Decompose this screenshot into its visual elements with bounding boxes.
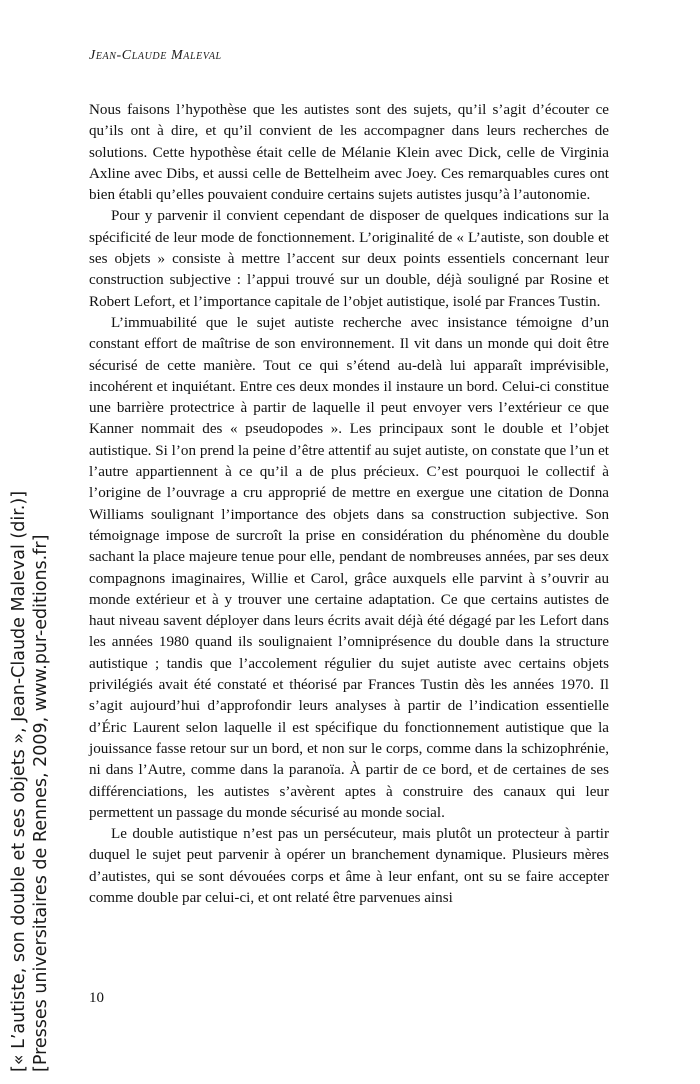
paragraph: Nous faisons l’hypothèse que les autistes sont des sujets, qu’il s’agit d’écouter ce qu’ils ont à dire, et qu’il convient de les accompagner dans leurs recherches de solutions. Cette hypothèse était celle de Mélanie Klein avec Dick, celle de Virginia Axline avec Dibs, et aussi celle de Bettelheim avec Joey. Ces remarquables cures ont bien établi qu’elles pouvaient conduire certains sujets autistes jusqu’à l’autonomie. [89, 102, 609, 204]
paragraph: L’immuabilité que le sujet autiste recherche avec insistance témoigne d’un constant effort de maîtrise de son environnement. Il vit dans un monde qui doit être sécurisé de cette manière. Tout ce qui s’étend au-delà lui apparaît imprévisible, incohérent et inquiétant. Entre ces deux mondes il instaure un bord. Celui-ci constitue une barrière protectrice à partir de laquelle il peut envoyer vers l’extérieur ce que Kanner nommait des « pseudopodes ». Les principaux sont le double et l’objet autistique. Si l’on prend la peine d’être attentif au sujet autiste, on constate que l’un et l’autre appartiennent à ce qu’il a de plus précieux. C’est pourquoi le collectif à l’origine de l’ouvrage a cru approprié de mettre en exergue une citation de Donna Williams soulignant l’importance des objets dans sa construction subjective. Son témoignage impose de surcroît la prise en considération du phénomène du double sachant la place majeure tenue pour elle, pendant de nombreuses années, par ses deux compagnons imaginaires, Willie et Carol, grâce auxquels elle parvint à s’ouvrir au monde extérieur et à y trouver une certaine adaptation. Ce que certains autistes de haut niveau savent déployer dans leurs écrits avait déjà été dégagé par les Lefort dans les années 1980 quand ils soulignaient l’omniprésence du double dans la structure autistique ; tandis que l’accolement régulier du sujet autiste avec certains objets privilégiés avait été constaté et théorisé par Frances Tustin dès les années 1970. Il s’agit aujourd’hui d’approfondir leurs analyses à partir de l’indication essentielle d’Éric Laurent selon laquelle il est spécifique du fonctionnement autistique que la jouissance fasse retour sur un bord, et non sur le corps, comme dans la schizophrénie, ni dans l’Autre, comme dans la paranoïa. À partir de ce bord, et de certaines de ses différenciations, les autistes s’avèrent aptes à construire des canaux qui leur permettent un passage du monde sécurisé au monde social. [89, 314, 609, 821]
citation-line-publisher: [Presses universitaires de Rennes, 2009, www.pur-editions.fr] [31, 534, 51, 1072]
citation-line-title: [« L’autiste, son double et ses objets », Jean-Claude Maleval (dir.)] [9, 490, 29, 1072]
running-head: Jean-Claude Maleval [89, 48, 222, 63]
paragraph: Pour y parvenir il convient cependant de disposer de quelques indications sur la spécificité de leur mode de fonctionnement. L’originalité de « L’autiste, son double et ses objets » consiste à mettre l’accent sur deux points essentiels concernant leur construction subjective : l’appui trouvé sur un double, déjà souligné par Rosine et Robert Lefort, et l’importance capitale de l’objet autistique, isolé par Frances Tustin. [89, 208, 609, 310]
side-citation [8, 490, 52, 1072]
body-text [89, 100, 609, 909]
page-number: 10 [89, 990, 104, 1006]
paragraph: Le double autistique n’est pas un persécuteur, mais plutôt un protecteur à partir duquel le sujet peut parvenir à opérer un branchement dynamique. Plusieurs mères d’autistes, qui se sont dévouées corps et âme à leur enfant, ont su se faire accepter comme double par celui-ci, et ont relaté être parvenues ainsi [89, 826, 609, 906]
